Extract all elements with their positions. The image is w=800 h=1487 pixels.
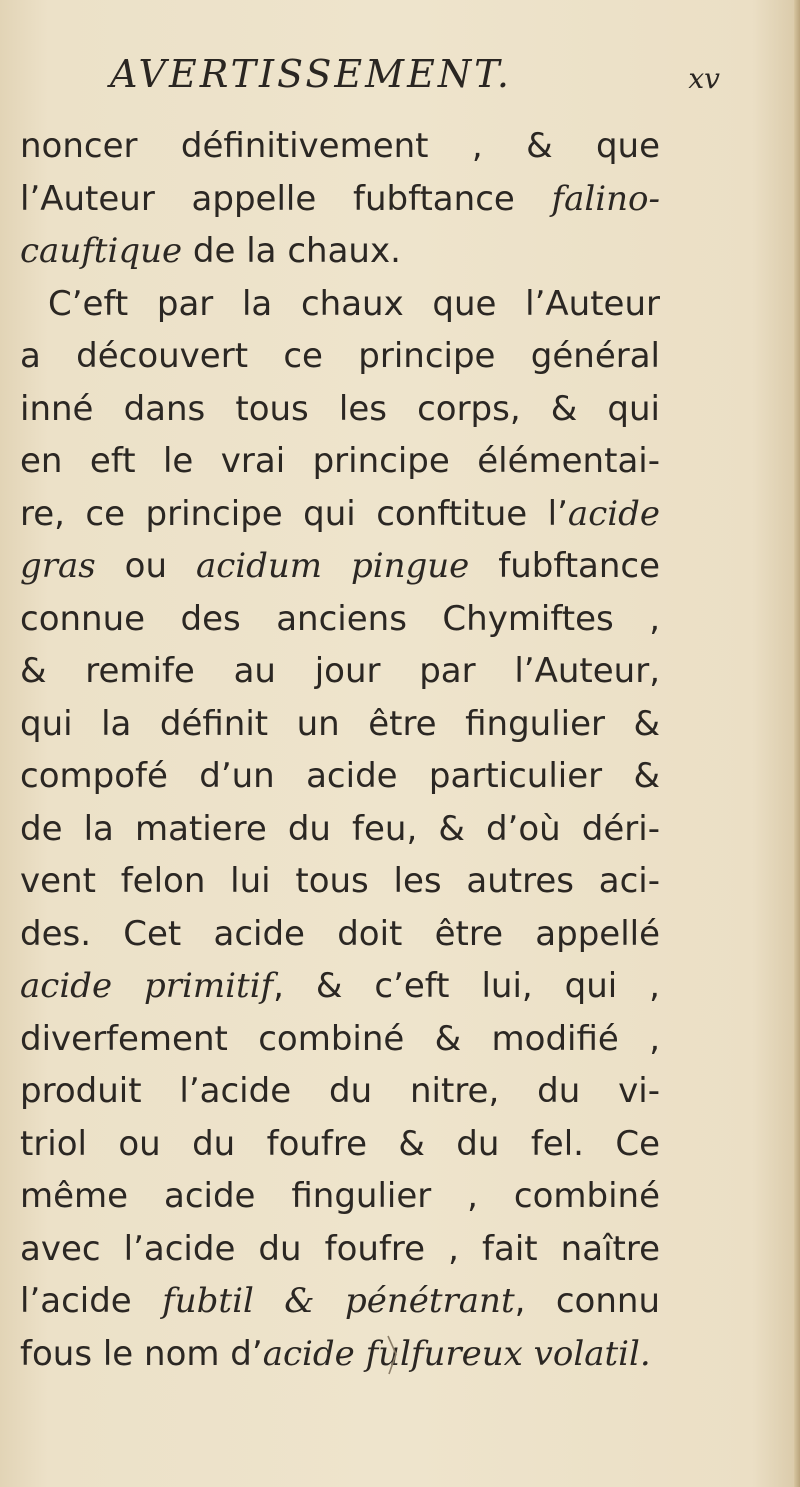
text-segment: avec l’acide du foufre , fait naître: [20, 1228, 660, 1269]
text-segment: fubftance: [469, 546, 661, 586]
text-line: [20, 1118, 660, 1171]
text-line: [20, 645, 660, 698]
text-segment: noncer définitivement , & que: [20, 126, 660, 166]
text-line: [20, 1328, 660, 1381]
text-line: [20, 330, 660, 383]
text-line: [20, 225, 660, 278]
text-segment: l’Auteur appelle fubftance: [20, 178, 552, 219]
page-number: xv: [688, 62, 720, 95]
text-segment: triol ou du foufre & du fel. Ce: [20, 1123, 660, 1164]
text-segment: diverfement combiné & modifié ,: [20, 1018, 660, 1059]
text-line: [20, 1013, 660, 1066]
text-segment: fous le nom d’: [20, 1333, 263, 1374]
text-line: [20, 1065, 660, 1118]
text-line: [20, 960, 660, 1013]
text-segment: inné dans tous les corps, & qui: [20, 388, 660, 429]
italic-text: acide fulfureux volatil.: [262, 1333, 651, 1374]
text-segment: qui la définit un être fingulier &: [20, 703, 660, 744]
text-segment: produit l’acide du nitre, du vi-: [20, 1071, 660, 1111]
text-line: [20, 435, 660, 488]
text-line: [20, 278, 660, 331]
text-segment: & remife au jour par l’Auteur,: [20, 651, 660, 691]
text-segment: de la matiere du feu, & d’où déri-: [20, 808, 660, 849]
text-line: [20, 1223, 660, 1276]
text-line: [20, 908, 660, 961]
text-line: [20, 1275, 660, 1328]
text-segment: , & c’eft lui, qui ,: [273, 966, 660, 1006]
text-segment: même acide fingulier , combiné: [20, 1176, 660, 1216]
text-segment: connue des anciens Chymiftes ,: [20, 598, 660, 639]
stray-mark: [386, 1334, 398, 1376]
italic-text: gras: [20, 546, 96, 586]
italic-text: falino-: [551, 178, 660, 219]
page-edge: [794, 0, 800, 1487]
text-segment: C’eft par la chaux que l’Auteur: [48, 283, 660, 324]
text-line: [20, 698, 660, 751]
text-segment: des. Cet acide doit être appellé: [20, 913, 660, 954]
text-segment: compofé d’un acide particulier &: [20, 756, 660, 796]
text-line: [20, 540, 660, 593]
text-line: [20, 855, 660, 908]
text-line: [20, 488, 660, 541]
italic-text: cauftique: [20, 231, 183, 271]
running-title: AVERTISSEMENT.: [110, 52, 512, 96]
text-line: [20, 803, 660, 856]
text-segment: vent felon lui tous les autres aci-: [20, 861, 660, 901]
text-segment: de la chaux.: [182, 231, 401, 271]
italic-text: fubtil & pénétrant: [162, 1281, 515, 1321]
italic-text: acide: [567, 493, 660, 534]
italic-text: acidum pingue: [195, 546, 470, 586]
text-line: [20, 750, 660, 803]
text-line: [20, 383, 660, 436]
text-line: [20, 1170, 660, 1223]
text-segment: a découvert ce principe général: [20, 336, 660, 376]
text-segment: ou: [95, 546, 196, 586]
text-segment: , connu: [514, 1281, 660, 1321]
text-line: [20, 173, 660, 226]
italic-text: acide primitif: [20, 966, 274, 1006]
page-header: [110, 52, 720, 112]
text-segment: en eft le vrai principe élémentai-: [20, 441, 660, 481]
text-line: [20, 593, 660, 646]
text-segment: l’acide: [20, 1281, 163, 1321]
body-text: [20, 120, 660, 1380]
text-line: [20, 120, 660, 173]
text-segment: re, ce principe qui conftitue l’: [20, 493, 568, 534]
